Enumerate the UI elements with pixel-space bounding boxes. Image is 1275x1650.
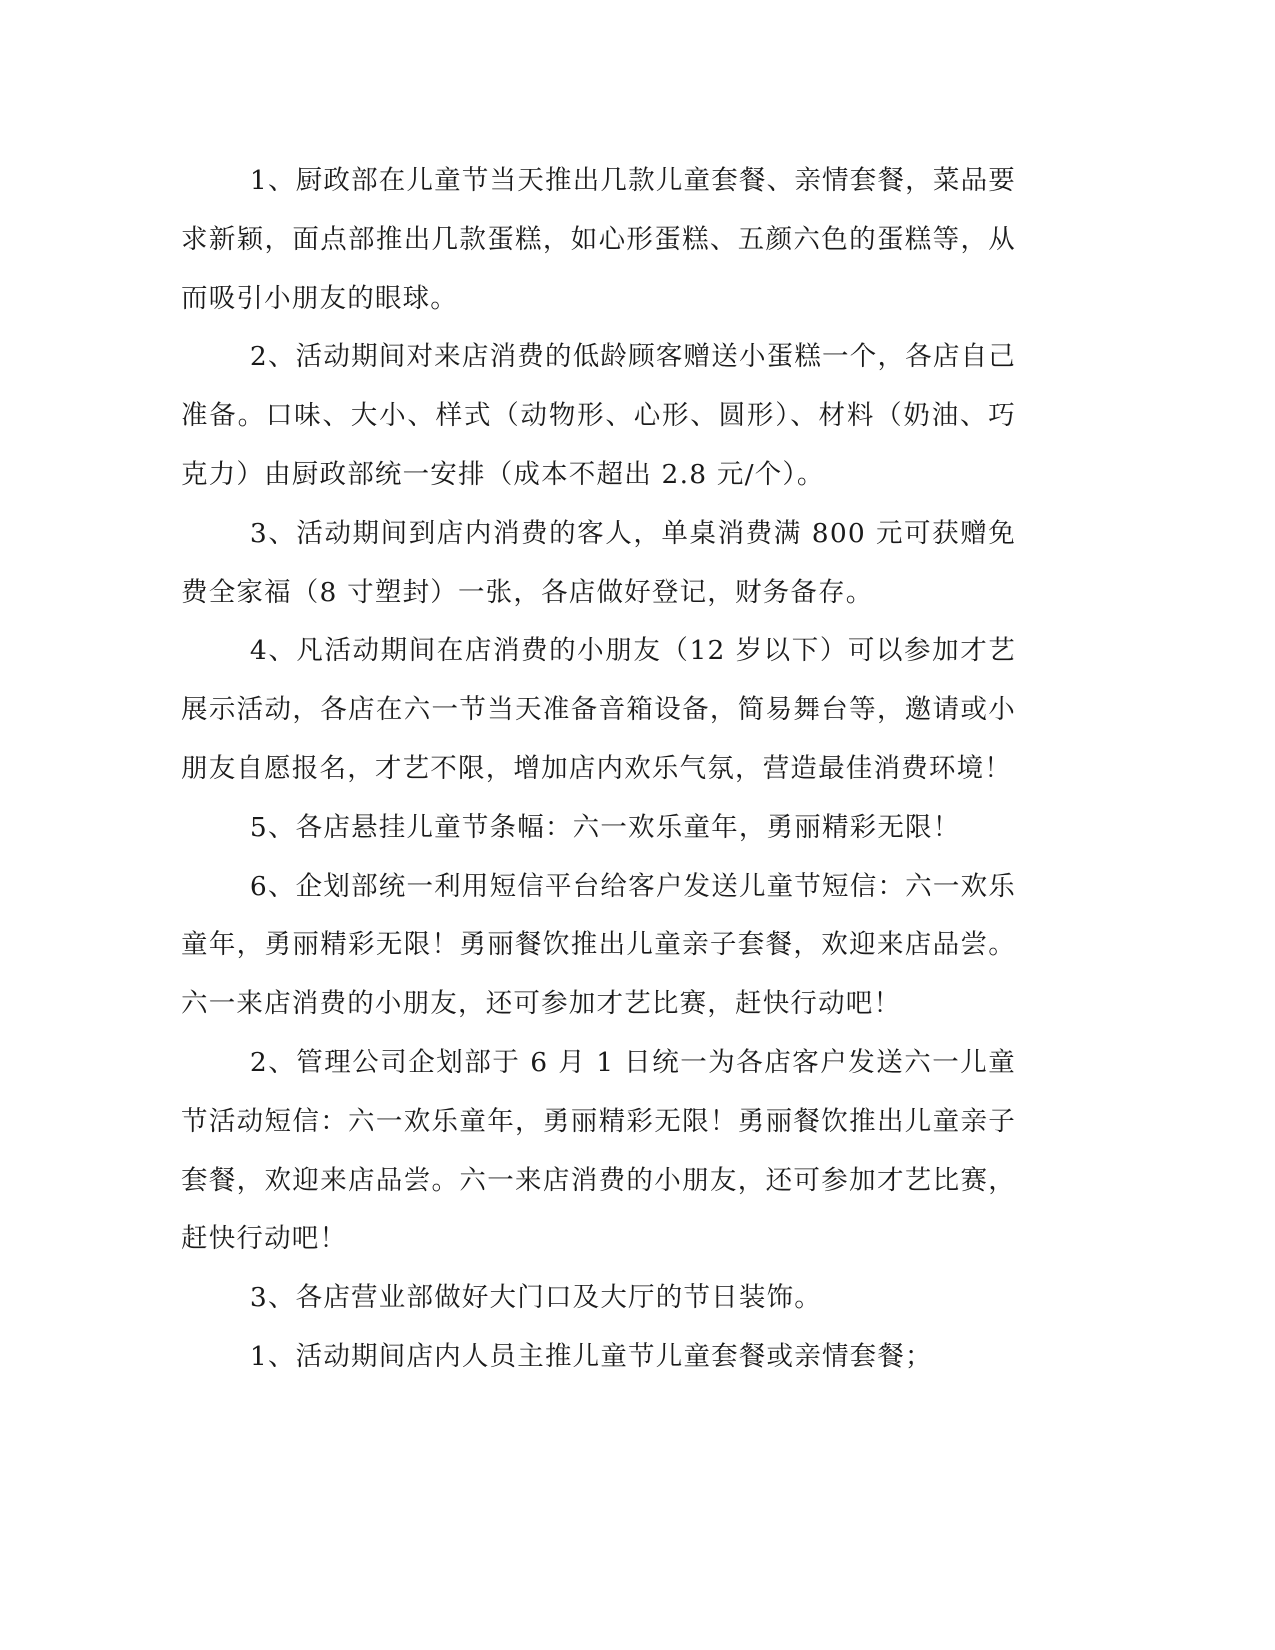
paragraph-2: 2、活动期间对来店消费的低龄顾客赠送小蛋糕一个，各店自己准备。口味、大小、样式（动物形、心形、圆形）、材料（奶油、巧克力）由厨政部统一安排（成本不超出 2.8 元/个）。 — [181, 341, 1016, 490]
paragraph-1: 1、厨政部在儿童节当天推出几款儿童套餐、亲情套餐，菜品要求新颖，面点部推出几款蛋糕，如心形蛋糕、五颜六色的蛋糕等，从而吸引小朋友的眼球。 — [181, 165, 1016, 314]
paragraph-6: 6、企划部统一利用短信平台给客户发送儿童节短信：六一欢乐童年，勇丽精彩无限！勇丽餐饮推出儿童亲子套餐，欢迎来店品尝。六一来店消费的小朋友，还可参加才艺比赛，赶快行动吧！ — [181, 870, 1016, 1020]
paragraph-7: 2、管理公司企划部于 6 月 1 日统一为各店客户发送六一儿童节活动短信：六一欢乐童年，勇丽精彩无限！勇丽餐饮推出儿童亲子套餐，欢迎来店品尝。六一来店消费的小朋友，还可参加才艺比赛，赶快行动吧！ — [181, 1046, 1016, 1255]
paragraph-4: 4、凡活动期间在店消费的小朋友（12 岁以下）可以参加才艺展示活动，各店在六一节当天准备音箱设备，简易舞台等，邀请或小朋友自愿报名，才艺不限，增加店内欢乐气氛，营造最佳消费环境！ — [181, 635, 1016, 784]
paragraph-3: 3、活动期间到店内消费的客人，单桌消费满 800 元可获赠免费全家福（8 寸塑封）一张，各店做好登记，财务备存。 — [181, 517, 1016, 608]
paragraph-9: 1、活动期间店内人员主推儿童节儿童套餐或亲情套餐； — [249, 1340, 933, 1372]
paragraph-8: 3、各店营业部做好大门口及大厅的节日装饰。 — [249, 1282, 822, 1314]
paragraph-5: 5、各店悬挂儿童节条幅：六一欢乐童年，勇丽精彩无限！ — [249, 811, 961, 843]
document-body — [181, 152, 1016, 1387]
